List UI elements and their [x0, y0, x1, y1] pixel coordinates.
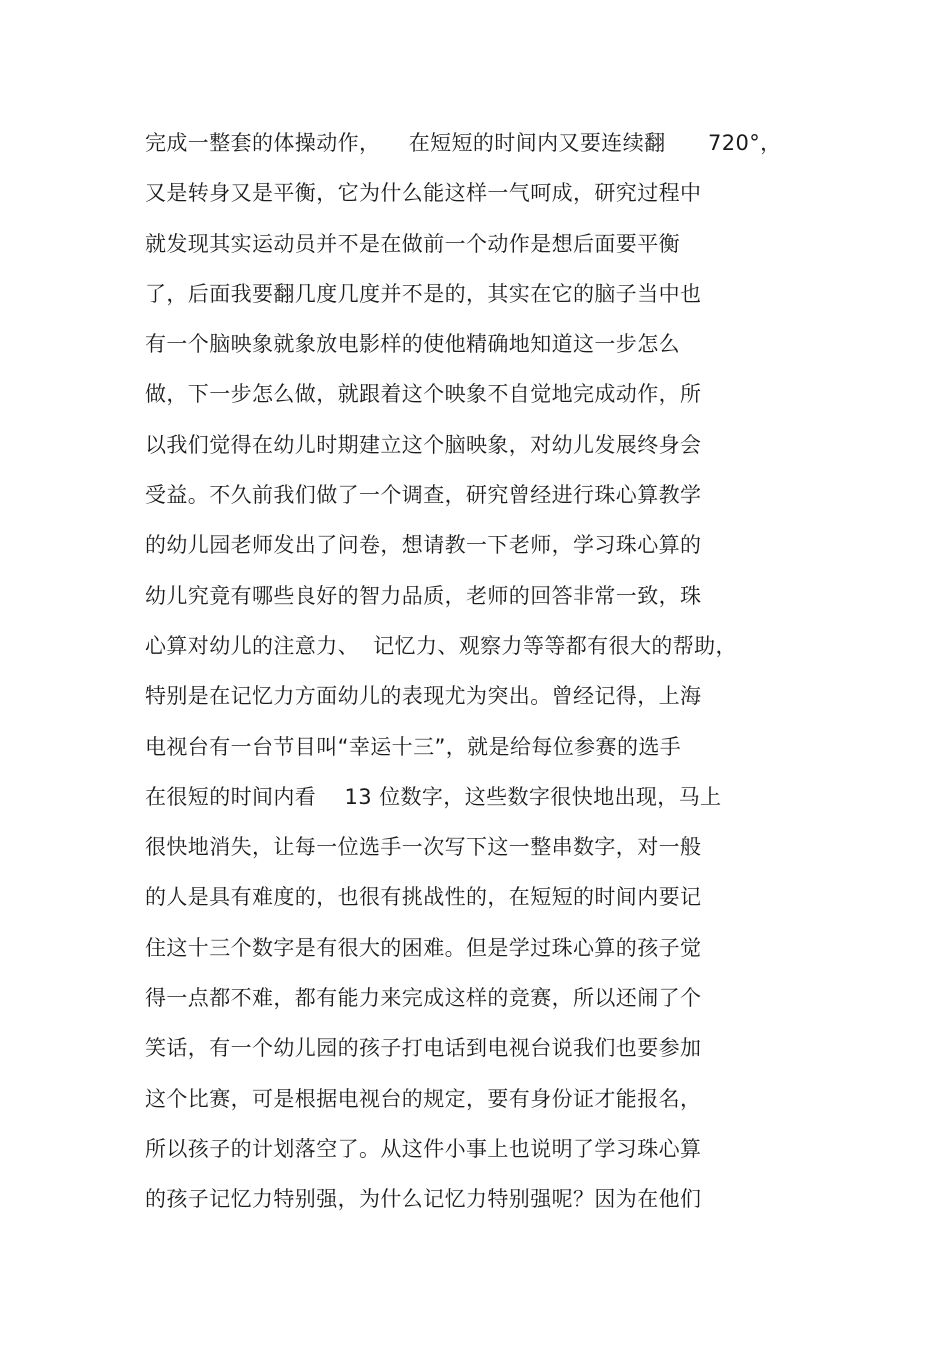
- text-line: 的人是具有难度的，也很有挑战性的，在短短的时间内要记: [145, 885, 702, 910]
- text-line: 又是转身又是平衡，它为什么能这样一气呵成，研究过程中: [145, 181, 702, 206]
- text-line: 笑话，有一个幼儿园的孩子打电话到电视台说我们也要参加: [145, 1036, 702, 1061]
- text-line: 有一个脑映象就象放电影样的使他精确地知道这一步怎么: [145, 332, 680, 357]
- text-line: 得一点都不难，都有能力来完成这样的竞赛，所以还闹了个: [145, 986, 702, 1011]
- text-line: 以我们觉得在幼儿时期建立这个脑映象，对幼儿发展终身会: [145, 432, 702, 457]
- body-text: [145, 118, 795, 1225]
- text-line: 这个比赛，可是根据电视台的规定，要有身份证才能报名，: [145, 1086, 702, 1111]
- text-line: 受益。不久前我们做了一个调查，研究曾经进行珠心算教学: [145, 483, 702, 508]
- text-line: 的幼儿园老师发出了问卷，想请教一下老师，学习珠心算的: [145, 533, 702, 558]
- text-line: 做，下一步怎么做，就跟着这个映象不自觉地完成动作，所: [145, 382, 702, 407]
- text-line: 的孩子记忆力特别强，为什么记忆力特别强呢？因为在他们: [145, 1187, 702, 1212]
- text-line: 心算对幼儿的注意力、 记忆力、观察力等等都有很大的帮助，: [145, 633, 737, 658]
- text-line: 所以孩子的计划落空了。从这件小事上也说明了学习珠心算: [145, 1136, 702, 1161]
- text-line: 完成一整套的体操动作， 在短短的时间内又要连续翻 720°，: [145, 131, 782, 155]
- text-line: 住这十三个数字是有很大的困难。但是学过珠心算的孩子觉: [145, 935, 702, 960]
- text-line: 在很短的时间内看 13 位数字，这些数字很快地出现，马上: [145, 784, 722, 809]
- text-line: 特别是在记忆力方面幼儿的表现尤为突出。曾经记得，上海: [145, 684, 702, 709]
- text-line: 了，后面我要翻几度几度并不是的，其实在它的脑子当中也: [145, 281, 702, 306]
- text-line: 很快地消失，让每一位选手一次写下这一整串数字，对一般: [145, 835, 702, 860]
- text-line: 幼儿究竟有哪些良好的智力品质，老师的回答非常一致，珠: [145, 583, 702, 608]
- text-line: 就发现其实运动员并不是在做前一个动作是想后面要平衡: [145, 231, 680, 256]
- text-line: 电视台有一台节目叫“幸运十三”，就是给每位参赛的选手: [145, 734, 682, 759]
